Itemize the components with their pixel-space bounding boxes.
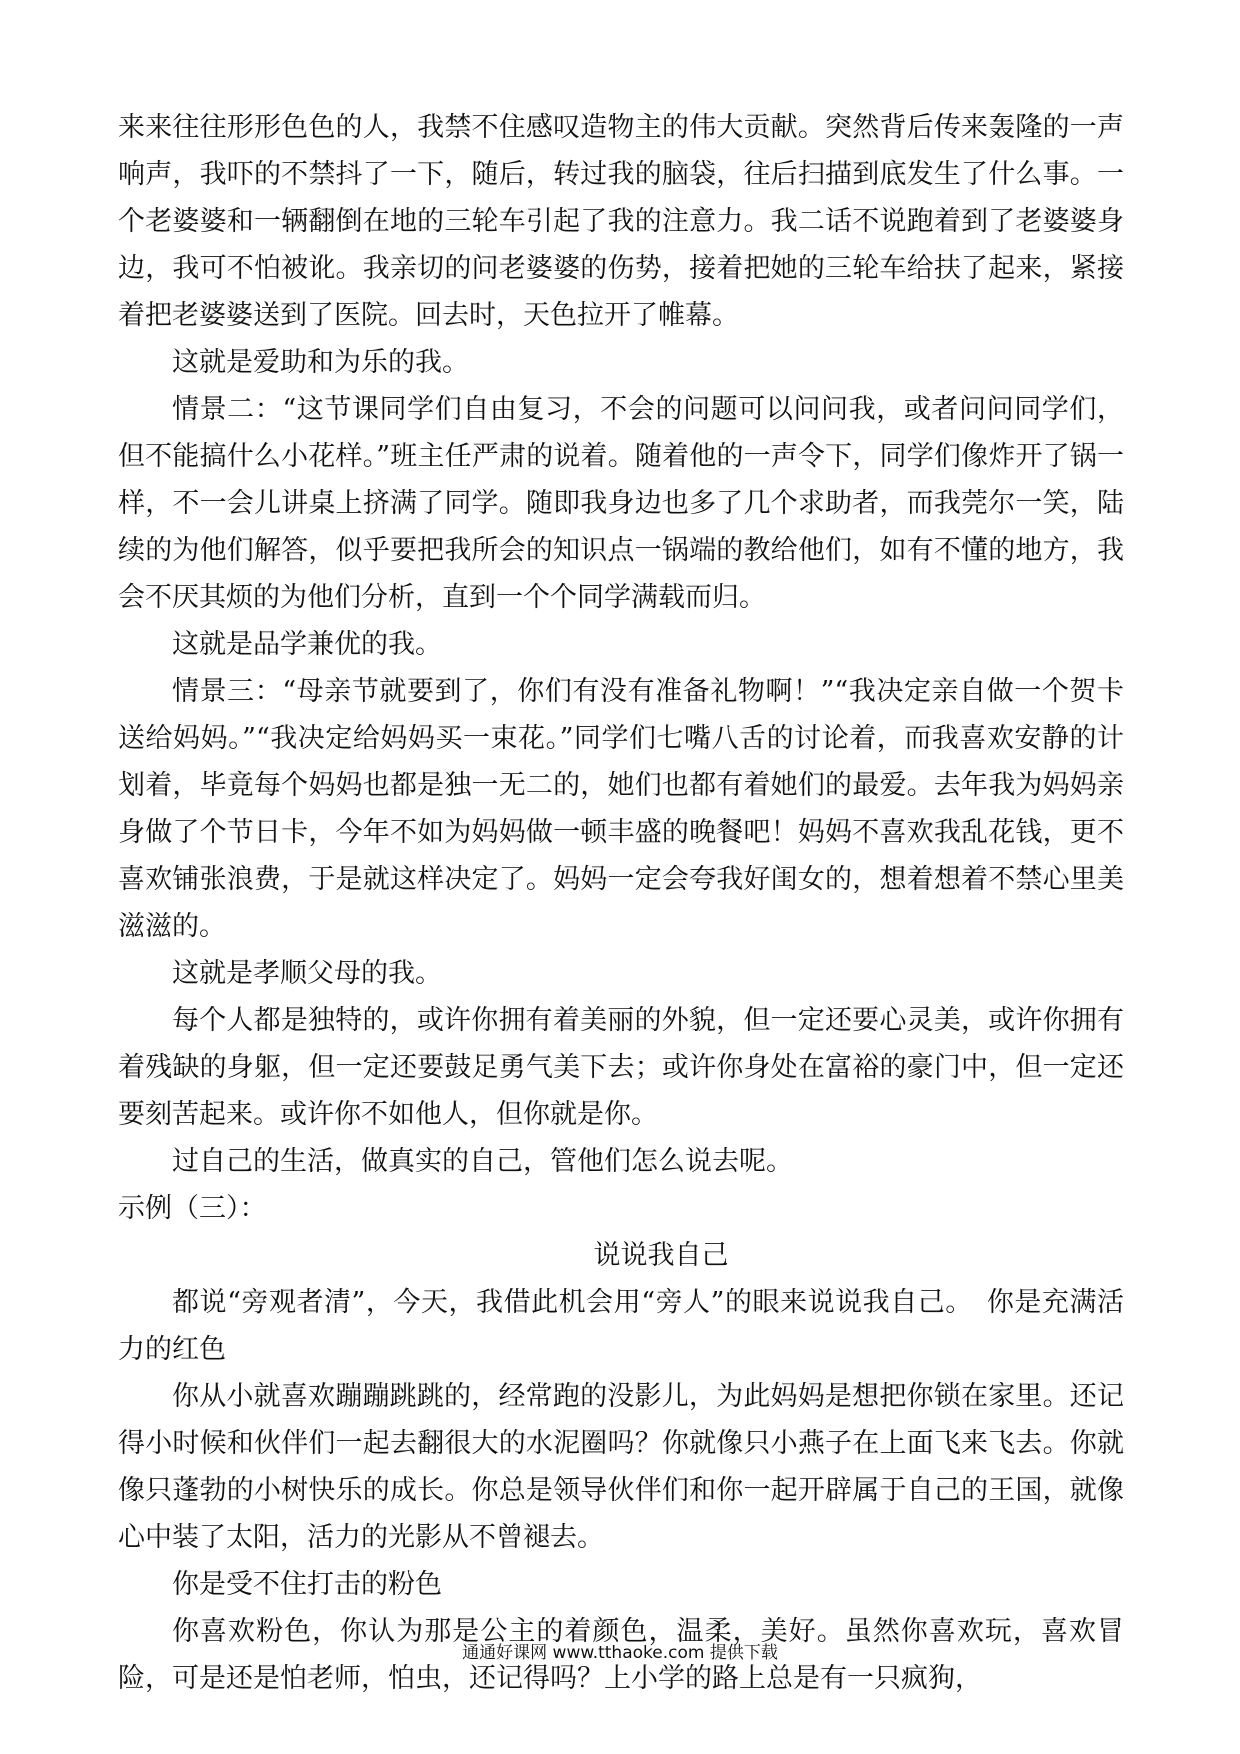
paragraph-1: 来来往往形形色色的人，我禁不住感叹造物主的伟大贡献。突然背后传来轰隆的一声响声，我吓的不禁抖了一下，随后，转过我的脑袋，往后扫描到底发生了什么事。一个老婆婆和一辆翻倒在地的三轮车引起了我的注意力。我二话不说跑着到了老婆婆身边，我可不怕被讹。我亲切的问老婆婆的伤势，接着把她的三轮车给扶了起来，紧接着把老婆婆送到了医院。回去时，天色拉开了帷幕。 [118, 112, 1124, 331]
paragraph-6: 这就是孝顺父母的我。 [172, 958, 442, 989]
paragraph-10: 你从小就喜欢蹦蹦跳跳的，经常跑的没影儿，为此妈妈是想把你锁在家里。还记得小时候和伙伴们一起去翻很大的水泥圈吗？你就像只小燕子在上面飞来飞去。你就像只蓬勃的小树快乐的成长。你总是领导伙伴们和你一起开辟属于自己的王国，就像心中装了太阳，活力的光影从不曾褪去。 [118, 1381, 1124, 1553]
section-title: 说说我自己 [593, 1240, 729, 1271]
document-page [118, 104, 1124, 1702]
paragraph-11: 你是受不住打击的粉色 [172, 1569, 442, 1600]
paragraph-4: 这就是品学兼优的我。 [172, 629, 442, 660]
paragraph-9: 都说“旁观者清”，今天，我借此机会用“旁人”的眼来说说我自己。 你是充满活力的红色 [118, 1287, 1124, 1365]
paragraph-5: 情景三：“母亲节就要到了，你们有没有准备礼物啊！”“我决定亲自做一个贺卡送给妈妈。”“我决定给妈妈买一束花。”同学们七嘴八舌的讨论着，而我喜欢安静的计划着，毕竟每个妈妈也都是独一无二的，她们也都有着她们的最爱。去年我为妈妈亲身做了个节日卡，今年不如为妈妈做一顿丰盛的晚餐吧！妈妈不喜欢我乱花钱，更不喜欢铺张浪费，于是就这样决定了。妈妈一定会夸我好闺女的，想着想着不禁心里美滋滋的。 [118, 676, 1124, 942]
paragraph-3: 情景二：“这节课同学们自由复习，不会的问题可以问问我，或者问问同学们，但不能搞什么小花样。”班主任严肃的说着。随着他的一声令下，同学们像炸开了锅一样，不一会儿讲桌上挤满了同学。随即我身边也多了几个求助者，而我莞尔一笑，陆续的为他们解答，似乎要把我所会的知识点一锅端的教给他们，如有不懂的地方，我会不厌其烦的为他们分析，直到一个个同学满载而归。 [118, 394, 1124, 613]
paragraph-7: 每个人都是独特的，或许你拥有着美丽的外貌，但一定还要心灵美，或许你拥有着残缺的身躯，但一定还要鼓足勇气美下去；或许你身处在富裕的豪门中，但一定还要刻苦起来。或许你不如他人，但你就是你。 [118, 1005, 1124, 1130]
section-label: 示例（三）： [118, 1193, 267, 1224]
paragraph-12: 你喜欢粉色，你认为那是公主的着颜色，温柔，美好。虽然你喜欢玩，喜欢冒险，可是还是怕老师，怕虫，还记得吗？上小学的路上总是有一只疯狗， [118, 1616, 1124, 1694]
paragraph-8: 过自己的生活，做真实的自己，管他们怎么说去呢。 [172, 1146, 793, 1177]
page-footer: 通通好课网 www.tthaoke.com 提供下载 [462, 1643, 778, 1663]
paragraph-2: 这就是爱助和为乐的我。 [172, 347, 469, 378]
